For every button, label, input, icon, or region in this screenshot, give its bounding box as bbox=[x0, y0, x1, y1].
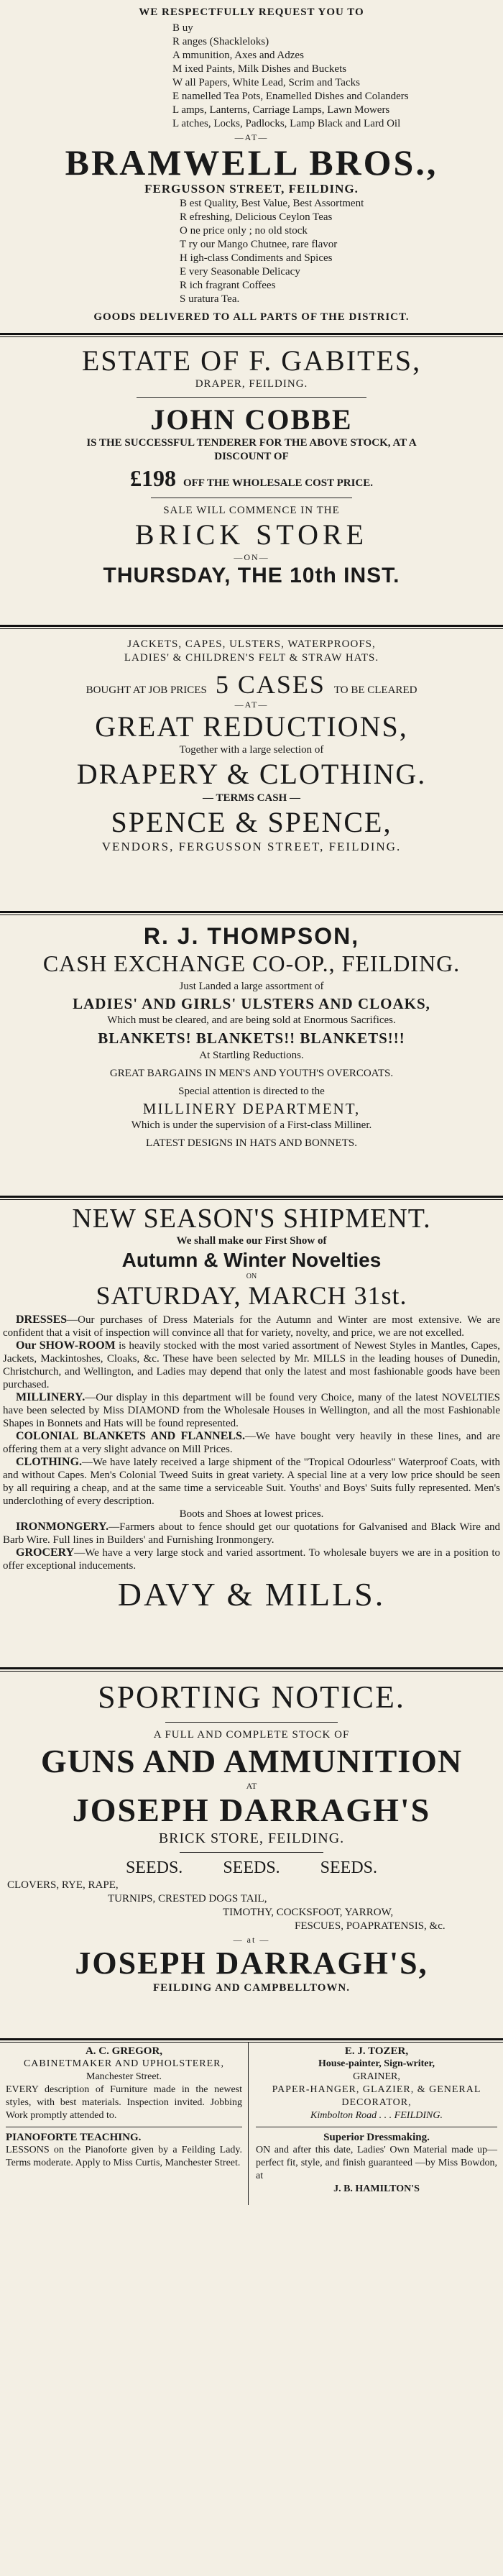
davy-paragraph-lead: COLONIAL BLANKETS AND FLANNELS. bbox=[16, 1430, 245, 1442]
bramwell-intro: WE RESPECTFULLY REQUEST YOU TO bbox=[139, 6, 364, 18]
gregor-name: A. C. GREGOR, bbox=[85, 2045, 163, 2057]
divider bbox=[165, 1722, 338, 1723]
davy-paragraph bbox=[3, 1508, 500, 1521]
divider bbox=[180, 1852, 323, 1853]
on-text: —ON— bbox=[234, 552, 269, 562]
spence-vendors: VENDORS, FERGUSSON STREET, FEILDING. bbox=[101, 840, 402, 853]
davy-paragraph-lead: IRONMONGERY. bbox=[16, 1521, 109, 1533]
spence-great: GREAT REDUCTIONS, bbox=[95, 710, 408, 743]
darragh-towns: FEILDING AND CAMPBELLTOWN. bbox=[153, 1982, 350, 1994]
thompson-name: R. J. THOMPSON, bbox=[143, 923, 360, 949]
spence-together: Together with a large selection of bbox=[179, 744, 324, 756]
cobbe-text-1: IS THE SUCCESSFUL TENDERER FOR THE ABOVE STOCK, AT A bbox=[86, 437, 417, 449]
spence-terms: — TERMS CASH — bbox=[203, 792, 300, 804]
gabites-title: ESTATE OF F. GABITES, bbox=[81, 344, 422, 377]
bramwell-line: S uratura Tea. bbox=[180, 293, 240, 305]
darragh-seeds: SEEDS. bbox=[223, 1858, 280, 1877]
bramwell-line: E very Seasonable Delicacy bbox=[180, 266, 300, 278]
dress-body: ON and after this date, Ladies' Own Material made up—perfect fit, style, and finish guaranteed —by Miss Bowdon, at bbox=[256, 2145, 497, 2181]
dress-title: Superior Dressmaking. bbox=[323, 2132, 430, 2143]
spence-at: —AT— bbox=[234, 700, 269, 710]
gregor-trade: CABINETMAKER AND UPHOLSTERER, bbox=[23, 2058, 225, 2069]
darragh-name: JOSEPH DARRAGH'S bbox=[72, 1792, 431, 1828]
bramwell-line: B est Quality, Best Value, Best Assortment bbox=[180, 198, 364, 209]
davy-name: DAVY & MILLS. bbox=[117, 1576, 386, 1613]
bramwell-line: T ry our Mango Chutnee, rare flavor bbox=[180, 239, 338, 250]
cobbe-amount: £198 bbox=[129, 465, 176, 491]
bramwell-list-2 bbox=[7, 197, 496, 306]
thompson-advert bbox=[0, 915, 503, 1196]
piano-title: PIANOFORTE TEACHING. bbox=[6, 2132, 142, 2143]
small-ads bbox=[0, 2043, 503, 2205]
spence-bought: BOUGHT AT JOB PRICES bbox=[86, 684, 207, 696]
bramwell-line: E namelled Tea Pots, Enamelled Dishes and Colanders bbox=[172, 91, 409, 102]
bramwell-footer: GOODS DELIVERED TO ALL PARTS OF THE DISTRICT. bbox=[93, 311, 410, 323]
bramwell-line: W all Papers, White Lead, Scrim and Tacks bbox=[172, 77, 360, 88]
spence-line-2: LADIES' & CHILDREN'S FELT & STRAW HATS. bbox=[124, 652, 379, 664]
bramwell-line: B uy bbox=[172, 22, 193, 34]
thompson-store: CASH EXCHANGE CO-OP., FEILDING. bbox=[42, 950, 461, 976]
thompson-special: Special attention is directed to the bbox=[178, 1086, 325, 1097]
darragh-stock: A FULL AND COMPLETE STOCK OF bbox=[153, 1729, 350, 1741]
davy-paragraph-lead: GROCERY bbox=[16, 1546, 75, 1559]
darragh-seed-line: CLOVERS, RYE, RAPE, bbox=[7, 1879, 119, 1891]
davy-paragraph-text: —We have bought very heavily in these lines, and are offering them at a very slight advance on Mill Prices. bbox=[3, 1431, 501, 1455]
thompson-startling: At Startling Reductions. bbox=[199, 1050, 304, 1061]
bramwell-at: —AT— bbox=[234, 132, 269, 142]
davy-intro: We shall make our First Show of bbox=[176, 1235, 327, 1247]
spence-advert bbox=[0, 629, 503, 911]
bramwell-line: A mmunition, Axes and Adzes bbox=[172, 50, 304, 61]
gabites-subtitle: DRAPER, FEILDING. bbox=[195, 378, 308, 390]
tozer-grainer: GRAINER, bbox=[353, 2071, 400, 2082]
tozer-body: PAPER-HANGER, GLAZIER, & GENERAL DECORATOR, bbox=[272, 2084, 481, 2108]
gabites-advert bbox=[0, 337, 503, 625]
spence-cases-row bbox=[7, 669, 496, 700]
cobbe-amount-row bbox=[7, 465, 496, 492]
darragh-headline: SPORTING NOTICE. bbox=[98, 1679, 405, 1715]
bramwell-name: BRAMWELL BROS., bbox=[65, 142, 438, 183]
brick-store: BRICK STORE bbox=[134, 518, 369, 551]
cobbe-name: JOHN COBBE bbox=[150, 403, 353, 436]
bramwell-advert bbox=[0, 0, 503, 333]
spence-cleared: TO BE CLEARED bbox=[333, 684, 417, 696]
davy-paragraph bbox=[3, 1314, 500, 1339]
thompson-blankets: BLANKETS! BLANKETS!! BLANKETS!!! bbox=[98, 1030, 405, 1047]
tozer-trade: House-painter, Sign-writer, bbox=[318, 2058, 435, 2069]
sale-text: SALE WILL COMMENCE IN THE bbox=[163, 505, 340, 516]
davy-paragraph-text: —Our display in this department will be found very Choice, many of the latest NOVELTIES have been selected by Miss DIAMOND from the Wholesale Houses in Wellington, and all the most Fashionable Shapes in Bonnets and Hats will be found represented. bbox=[3, 1392, 500, 1429]
davy-paragraph bbox=[3, 1430, 500, 1456]
bramwell-line: H igh-class Condiments and Spices bbox=[180, 252, 333, 264]
davy-headline: NEW SEASON'S SHIPMENT. bbox=[72, 1204, 431, 1234]
darragh-store: BRICK STORE, FEILDING. bbox=[158, 1830, 345, 1846]
davy-paragraph-text: —We have lately received a large shipment of the "Tropical Odourless" Waterproof Coats, with and without Capes. Men's Colonial Tweed Suits in great variety. A special line at a very low price should be seen by all requiring a cheap, and at the same time a serviceable Suit. Youths' and Boys' Suits fully represented. Men's underclothing of every description. bbox=[3, 1457, 500, 1507]
bramwell-line: R efreshing, Delicious Ceylon Teas bbox=[180, 211, 333, 223]
darragh-at-2: — at — bbox=[233, 1935, 270, 1945]
spence-line-1: JACKETS, CAPES, ULSTERS, WATERPROOFS, bbox=[127, 638, 376, 650]
bramwell-address: FERGUSSON STREET, FEILDING. bbox=[144, 182, 359, 196]
davy-paragraph bbox=[3, 1521, 500, 1546]
thompson-bargains: GREAT BARGAINS IN MEN'S AND YOUTH'S OVERCOATS. bbox=[109, 1068, 394, 1079]
darragh-seeds: SEEDS. bbox=[320, 1858, 378, 1877]
davy-paragraph-lead: Our SHOW-ROOM bbox=[16, 1339, 116, 1352]
thompson-millinery: MILLINERY DEPARTMENT, bbox=[142, 1100, 361, 1117]
spence-name: SPENCE & SPENCE, bbox=[111, 806, 392, 838]
davy-paragraph-text: Boots and Shoes at lowest prices. bbox=[179, 1508, 324, 1520]
divider bbox=[137, 397, 366, 398]
davy-paragraph-lead: DRESSES bbox=[16, 1314, 68, 1326]
bramwell-list-1 bbox=[7, 22, 496, 131]
davy-paragraph-text: is heavily stocked with the most varied assortment of Newest Styles in Mantles, Capes, Jackets, Mackintoshes, Cloaks, &c. These have been selected by Mr. MILLS in the leading houses of Dunedin, Christchurch, and Wellington, and Ladies may depend that only the latest and most fashionable goods have been purchased. bbox=[3, 1340, 500, 1390]
gregor-street: Manchester Street. bbox=[86, 2071, 162, 2082]
cobbe-amount-text: OFF THE WHOLESALE COST PRICE. bbox=[183, 477, 374, 489]
sale-date: THURSDAY, THE 10th INST. bbox=[103, 564, 400, 587]
darragh-advert bbox=[0, 1672, 503, 2038]
bramwell-line: O ne price only ; no old stock bbox=[180, 225, 308, 237]
darragh-seed-line: TIMOTHY, COCKSFOOT, YARROW, bbox=[223, 1907, 394, 1918]
davy-paragraph bbox=[3, 1339, 500, 1391]
darragh-seeds: SEEDS. bbox=[125, 1858, 183, 1877]
thompson-landed: Just Landed a large assortment of bbox=[179, 981, 324, 992]
thompson-ulsters: LADIES' AND GIRLS' ULSTERS AND CLOAKS, bbox=[73, 995, 430, 1012]
davy-paragraph-lead: CLOTHING. bbox=[16, 1456, 83, 1468]
spence-cases: 5 CASES bbox=[215, 670, 326, 699]
tozer-address: Kimbolton Road . . . FEILDING. bbox=[310, 2110, 443, 2121]
thompson-which: Which is under the supervision of a First-class Milliner. bbox=[131, 1119, 372, 1131]
right-column bbox=[250, 2043, 503, 2205]
davy-on: ON bbox=[246, 1273, 257, 1280]
dress-name: J. B. HAMILTON'S bbox=[333, 2183, 420, 2194]
bramwell-line: L amps, Lanterns, Carriage Lamps, Lawn Mowers bbox=[172, 104, 390, 116]
thompson-latest: LATEST DESIGNS IN HATS AND BONNETS. bbox=[146, 1137, 357, 1149]
darragh-seeds-row bbox=[7, 1857, 496, 1879]
darragh-guns: GUNS AND AMMUNITION bbox=[40, 1743, 463, 1779]
bramwell-line: R anges (Shackleloks) bbox=[172, 36, 269, 47]
gregor-body: EVERY description of Furniture made in the newest styles, with best materials. Inspection invited. Jobbing Work promptly attended to. bbox=[6, 2084, 242, 2121]
bramwell-line: L atches, Locks, Padlocks, Lamp Black and Lard Oil bbox=[172, 118, 401, 129]
cobbe-text-2: DISCOUNT OF bbox=[214, 451, 289, 462]
davy-date: SATURDAY, MARCH 31st. bbox=[96, 1281, 407, 1310]
tozer-name: E. J. TOZER, bbox=[344, 2045, 409, 2057]
darragh-at: AT bbox=[246, 1781, 257, 1791]
spence-drapery: DRAPERY & CLOTHING. bbox=[76, 758, 427, 790]
left-column bbox=[0, 2043, 249, 2205]
darragh-name-2: JOSEPH DARRAGH'S, bbox=[75, 1945, 428, 1981]
davy-paragraph bbox=[3, 1456, 500, 1508]
piano-body: LESSONS on the Pianoforte given by a Feilding Lady. Terms moderate. Apply to Miss Curtis, Manchester Street. bbox=[6, 2145, 242, 2168]
darragh-seed-line: FESCUES, POAPRATENSIS, &c. bbox=[295, 1920, 446, 1932]
thompson-cleared: Which must be cleared, and are being sold at Enormous Sacrifices. bbox=[107, 1014, 396, 1026]
davy-mills-advert bbox=[0, 1200, 503, 1667]
davy-paragraph bbox=[3, 1391, 500, 1430]
davy-paragraph bbox=[3, 1546, 500, 1572]
darragh-seed-line: TURNIPS, CRESTED DOGS TAIL, bbox=[108, 1893, 267, 1905]
davy-paragraph-text: —We have a very large stock and varied assortment. To wholesale buyers we are in a position to offer exceptional inducements. bbox=[3, 1547, 500, 1572]
bramwell-line: R ich fragrant Coffees bbox=[180, 280, 276, 291]
davy-paragraph-text: —Farmers about to fence should get our quotations for Galvanised and Black Wire and Barb Wire. Full lines in Builders' and Furnishing Ironmongery. bbox=[3, 1521, 500, 1546]
bramwell-line: M ixed Paints, Milk Dishes and Buckets bbox=[172, 63, 347, 75]
davy-paragraph-lead: MILLINERY. bbox=[16, 1391, 86, 1403]
davy-novelties: Autumn & Winter Novelties bbox=[121, 1249, 382, 1271]
davy-paragraph-text: —Our purchases of Dress Materials for the Autumn and Winter are most extensive. We are confident that a visit of inspection will convince all that for variety, novelty, and price, we are not excelled. bbox=[3, 1314, 500, 1339]
